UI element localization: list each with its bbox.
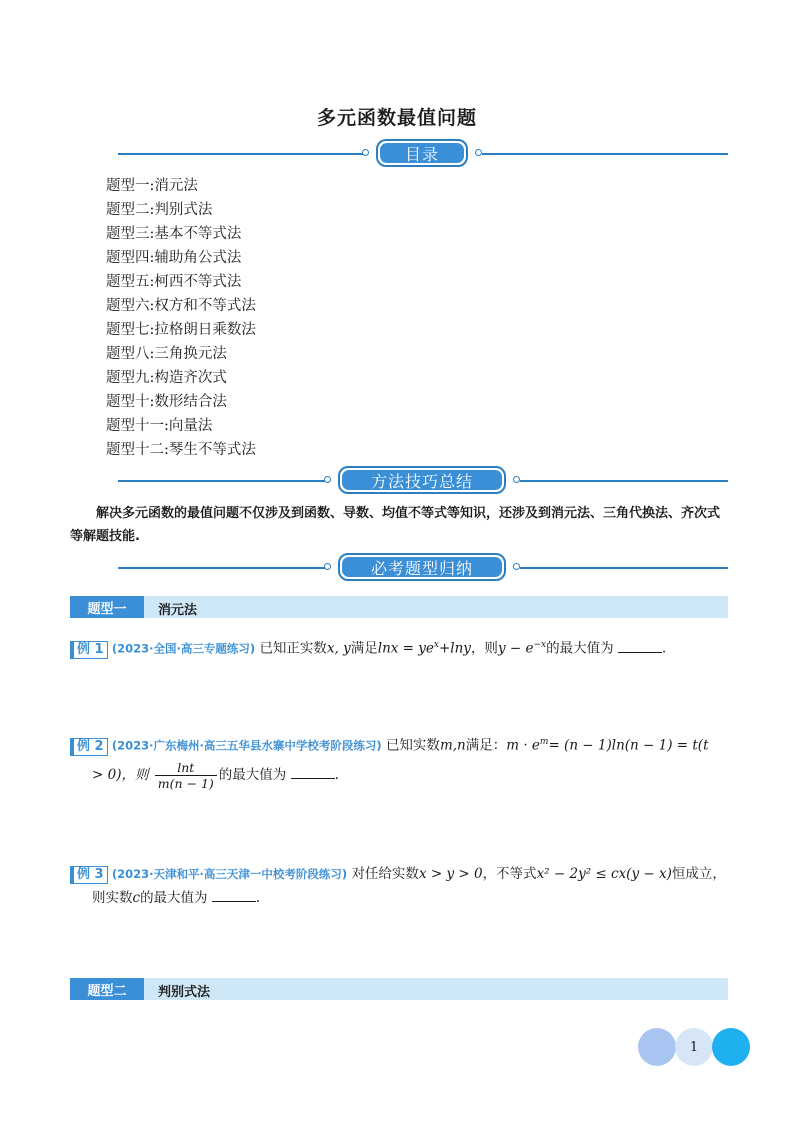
toc-heading: 目录 bbox=[380, 143, 464, 163]
toc-item: 题型十二:琴生不等式法 bbox=[106, 442, 256, 458]
type-one-bar bbox=[70, 596, 728, 618]
divider bbox=[520, 567, 728, 569]
divider-dot bbox=[475, 149, 482, 156]
page-number-badge bbox=[638, 1028, 750, 1066]
example-source: (2023·全国·高三专题练习) bbox=[111, 641, 256, 656]
example-text: 对任给实数 bbox=[351, 866, 419, 882]
types-pill bbox=[338, 553, 506, 581]
example-text: 的最大值为 bbox=[218, 766, 287, 783]
example-text: ，则 bbox=[470, 640, 498, 657]
example-3 bbox=[70, 862, 730, 910]
example-end: . bbox=[334, 766, 339, 783]
example-condition: > 0)，则 bbox=[92, 766, 149, 783]
example-condition: x > y > 0 bbox=[418, 866, 483, 882]
example-source: (2023·广东梅州·高三五华县水寨中学校考阶段练习) bbox=[111, 738, 382, 753]
toc-pill bbox=[376, 139, 468, 167]
divider-dot bbox=[513, 563, 520, 570]
page-number: 1 bbox=[675, 1028, 713, 1066]
toc-item: 题型一:消元法 bbox=[106, 178, 198, 194]
example-var: c bbox=[132, 890, 141, 906]
example-text: 的最大值为 bbox=[546, 640, 614, 657]
toc-item: 题型五:柯西不等式法 bbox=[106, 274, 242, 290]
divider bbox=[118, 480, 326, 482]
answer-blank bbox=[212, 889, 256, 902]
example-text: 恒成立， bbox=[671, 866, 726, 882]
example-superscript: x bbox=[433, 640, 439, 650]
answer-blank bbox=[291, 766, 335, 779]
example-equation: m · e bbox=[506, 737, 540, 754]
divider bbox=[118, 153, 364, 155]
example-source: (2023·天津和平·高三天津一中校考阶段练习) bbox=[111, 867, 348, 881]
divider bbox=[482, 153, 728, 155]
example-label: 例 2 bbox=[70, 738, 108, 756]
divider-dot bbox=[324, 563, 331, 570]
decor-circle bbox=[712, 1028, 750, 1066]
example-text: 满足： bbox=[465, 737, 507, 754]
type-tag: 题型一 bbox=[70, 596, 144, 618]
decor-circle bbox=[638, 1028, 676, 1066]
example-2 bbox=[70, 730, 730, 791]
example-end: . bbox=[255, 890, 261, 906]
toc-item: 题型十:数形结合法 bbox=[106, 394, 227, 410]
fraction bbox=[155, 760, 217, 791]
divider-dot bbox=[324, 476, 331, 483]
example-label: 例 3 bbox=[70, 866, 108, 884]
toc-item: 题型十一:向量法 bbox=[106, 418, 213, 434]
divider-dot bbox=[362, 149, 369, 156]
toc-item: 题型七:拉格朗日乘数法 bbox=[106, 322, 256, 338]
methods-pill bbox=[338, 466, 506, 494]
answer-blank bbox=[618, 640, 662, 653]
example-superscript: m bbox=[539, 737, 549, 747]
example-equation: +lny bbox=[438, 640, 471, 657]
example-end: . bbox=[661, 640, 667, 657]
type-two-bar bbox=[70, 978, 728, 1000]
type-name: 消元法 bbox=[158, 603, 198, 618]
type-tag: 题型二 bbox=[70, 978, 144, 1000]
example-text: 满足 bbox=[350, 640, 378, 657]
example-superscript: −x bbox=[533, 640, 547, 650]
example-text: 则实数 bbox=[92, 890, 133, 906]
page-title: 多元函数最值问题 bbox=[316, 107, 477, 129]
toc-item: 题型六:权方和不等式法 bbox=[106, 298, 256, 314]
example-equation: = (n − 1)ln(n − 1) = t(t bbox=[548, 737, 709, 754]
example-text: 的最大值为 bbox=[140, 890, 208, 906]
divider bbox=[118, 567, 326, 569]
fraction-denominator: m(n − 1) bbox=[157, 775, 214, 791]
example-equation: lnx = ye bbox=[377, 640, 434, 657]
methods-heading: 方法技巧总结 bbox=[342, 470, 502, 490]
toc-item: 题型三:基本不等式法 bbox=[106, 226, 242, 242]
type-name: 判别式法 bbox=[158, 985, 211, 1000]
toc-item: 题型四:辅助角公式法 bbox=[106, 250, 242, 266]
example-label: 例 1 bbox=[70, 641, 108, 659]
methods-banner bbox=[118, 466, 728, 496]
divider bbox=[520, 480, 728, 482]
example-text: 已知正实数 bbox=[259, 640, 327, 657]
toc-banner bbox=[118, 139, 728, 169]
fraction-numerator: lnt bbox=[155, 760, 217, 776]
types-heading: 必考题型归纳 bbox=[342, 557, 502, 577]
example-inequality: x² − 2y² ≤ cx(y − x) bbox=[536, 866, 672, 882]
intro-paragraph: 解决多元函数的最值问题不仅涉及到函数、导数、均值不等式等知识，还涉及到消元法、三角代换法、齐次式等解题技能. bbox=[70, 506, 721, 544]
toc-item: 题型二:判别式法 bbox=[106, 202, 213, 218]
example-text: 已知实数 bbox=[385, 737, 440, 754]
example-vars: x, y bbox=[326, 640, 351, 657]
example-expression: y − e bbox=[497, 640, 534, 657]
toc-item: 题型九:构造齐次式 bbox=[106, 370, 227, 386]
example-1 bbox=[70, 633, 730, 661]
types-banner bbox=[118, 553, 728, 583]
toc-item: 题型八:三角换元法 bbox=[106, 346, 227, 362]
toc-list bbox=[106, 174, 256, 462]
example-vars: m,n bbox=[439, 737, 466, 754]
example-text: ，不等式 bbox=[482, 866, 537, 882]
divider-dot bbox=[513, 476, 520, 483]
